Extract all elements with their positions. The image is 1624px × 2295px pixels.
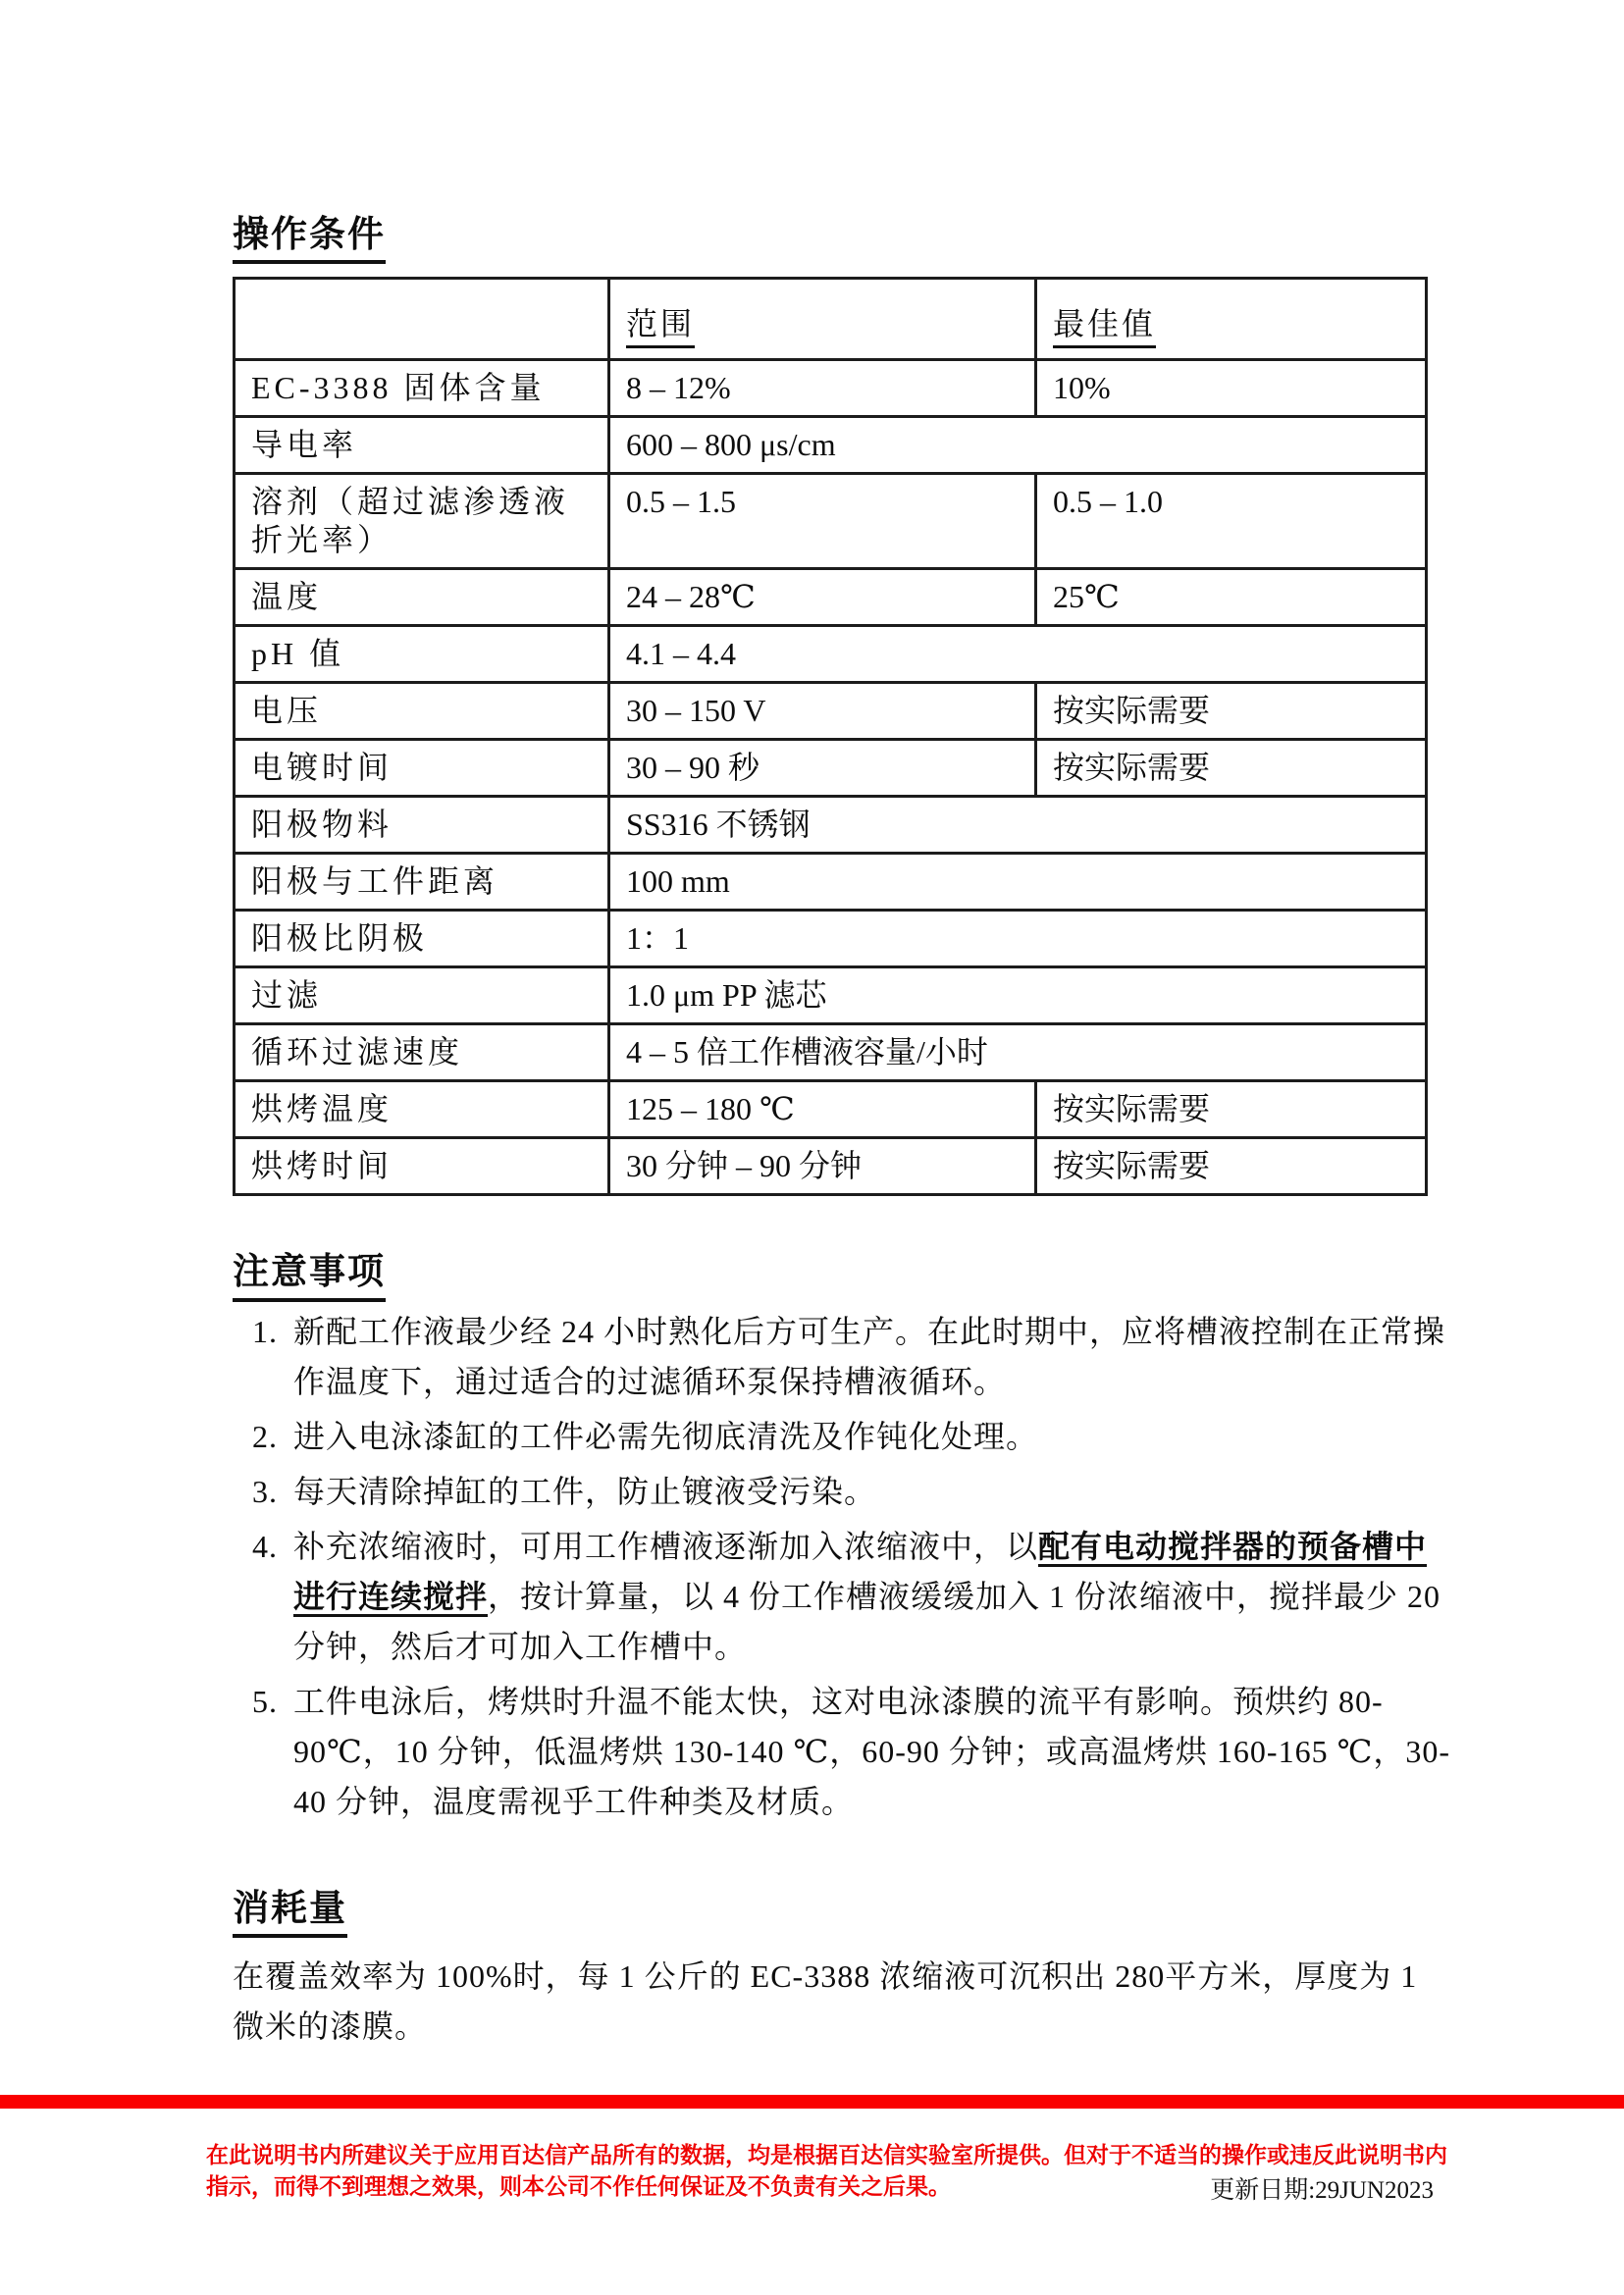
row-label-cell: 阳极比阴极 xyxy=(235,911,609,967)
note-number: 5. xyxy=(252,1683,278,1719)
table-header-row xyxy=(235,279,1427,360)
row-range-cell: 125 – 180 ℃ xyxy=(609,1081,1036,1138)
consumption-text: 在覆盖效率为 100%时，每 1 公斤的 EC-3388 浓缩液可沉积出 280平方米，厚度为 1 微米的漆膜。 xyxy=(233,1958,1418,2045)
table-row xyxy=(235,474,1427,569)
footer-update-date: 更新日期:29JUN2023 xyxy=(1210,2177,1434,2204)
table-row xyxy=(235,360,1427,417)
header-empty-cell xyxy=(235,279,609,360)
row-optimal-cell: 0.5 – 1.0 xyxy=(1036,474,1427,569)
header-optimal-cell: 最佳值 xyxy=(1036,279,1427,360)
row-range-cell: 24 – 28℃ xyxy=(609,569,1036,626)
note-number: 2. xyxy=(252,1418,278,1454)
row-range-cell: 4.1 – 4.4 xyxy=(609,626,1427,683)
note-item xyxy=(233,1677,1457,1827)
operating-conditions-title xyxy=(233,214,1457,264)
row-optimal-cell: 按实际需要 xyxy=(1036,740,1427,797)
header-range-cell: 范围 xyxy=(609,279,1036,360)
note-text-emphasized: 配有电动搅拌器的预备槽中进行连续搅拌 xyxy=(293,1529,1427,1617)
table-row xyxy=(235,967,1427,1024)
notes-title xyxy=(233,1251,1457,1301)
consumption-title xyxy=(233,1888,1457,1938)
note-text-plain: 补充浓缩液时，可用工作槽液逐渐加入浓缩液中，以 xyxy=(293,1528,1039,1564)
row-label-cell: 导电率 xyxy=(235,417,609,474)
row-optimal-cell: 按实际需要 xyxy=(1036,1138,1427,1195)
row-label-cell: 烘烤时间 xyxy=(235,1138,609,1195)
table-row xyxy=(235,911,1427,967)
document-content xyxy=(233,214,1457,2052)
note-number: 3. xyxy=(252,1473,278,1509)
note-item xyxy=(233,1412,1457,1462)
note-text: 新配工作液最少经 24 小时熟化后方可生产。在此时期中，应将槽液控制在正常操作温度下，通过适合的过滤循环泵保持槽液循环。 xyxy=(293,1313,1446,1399)
table-row xyxy=(235,683,1427,740)
operating-conditions-title-text: 操作条件 xyxy=(233,214,386,264)
note-item xyxy=(233,1307,1457,1407)
note-item xyxy=(233,1522,1457,1672)
table-row xyxy=(235,797,1427,854)
row-label-cell: 电镀时间 xyxy=(235,740,609,797)
note-text: 每天清除掉缸的工件，防止镀液受污染。 xyxy=(293,1473,877,1509)
row-range-cell: 8 – 12% xyxy=(609,360,1036,417)
note-text-plain: ，按计算量，以 4 份工作槽液缓缓加入 1 份浓缩液中，搅拌最少 20 分钟，然后才可加入工作槽中。 xyxy=(293,1578,1441,1664)
footer-red-bar xyxy=(0,2095,1624,2109)
note-number: 1. xyxy=(252,1313,278,1349)
row-range-cell: 30 分钟 – 90 分钟 xyxy=(609,1138,1036,1195)
row-range-cell: 600 – 800 μs/cm xyxy=(609,417,1427,474)
row-label-cell: EC-3388 固体含量 xyxy=(235,360,609,417)
row-label-cell: pH 值 xyxy=(235,626,609,683)
row-range-cell: 4 – 5 倍工作槽液容量/小时 xyxy=(609,1024,1427,1081)
row-range-cell: 0.5 – 1.5 xyxy=(609,474,1036,569)
table-row xyxy=(235,1138,1427,1195)
table-row xyxy=(235,1081,1427,1138)
note-text: 进入电泳漆缸的工件必需先彻底清洗及作钝化处理。 xyxy=(293,1418,1039,1454)
row-range-cell: 30 – 90 秒 xyxy=(609,740,1036,797)
consumption-title-text: 消耗量 xyxy=(233,1888,347,1938)
note-text: 工件电泳后，烤烘时升温不能太快，这对电泳漆膜的流平有影响。预烘约 80-90℃，10 分钟，低温烤烘 130-140 ℃，60-90 分钟；或高温烤烘 160-165 ℃，30-40 分钟，温度需视乎工件种类及材质。 xyxy=(293,1683,1451,1819)
note-item xyxy=(233,1467,1457,1517)
row-range-cell: 100 mm xyxy=(609,854,1427,911)
row-optimal-cell: 25℃ xyxy=(1036,569,1427,626)
row-range-cell: 1.0 μm PP 滤芯 xyxy=(609,967,1427,1024)
row-label-cell: 溶剂（超过滤渗透液折光率） xyxy=(235,474,609,569)
row-label-cell: 阳极与工件距离 xyxy=(235,854,609,911)
consumption-section xyxy=(233,1888,1457,2052)
row-label-cell: 过滤 xyxy=(235,967,609,1024)
note-text xyxy=(293,1522,1457,1672)
table-row xyxy=(235,417,1427,474)
table-row xyxy=(235,740,1427,797)
table-row xyxy=(235,569,1427,626)
row-optimal-cell: 按实际需要 xyxy=(1036,683,1427,740)
row-range-cell: 30 – 150 V xyxy=(609,683,1036,740)
row-label-cell: 烘烤温度 xyxy=(235,1081,609,1138)
notes-title-text: 注意事项 xyxy=(233,1251,386,1301)
row-range-cell: 1：1 xyxy=(609,911,1427,967)
notes-list xyxy=(233,1307,1457,1827)
operating-conditions-table xyxy=(233,277,1428,1196)
row-label-cell: 循环过滤速度 xyxy=(235,1024,609,1081)
table-row xyxy=(235,1024,1427,1081)
row-optimal-cell: 按实际需要 xyxy=(1036,1081,1427,1138)
footer-disclaimer: 在此说明书内所建议关于应用百达信产品所有的数据，均是根据百达信实验室所提供。但对于不适当的操作或违反此说明书内指示，而得不到理想之效果，则本公司不作任何保证及不负责有关之后果。 xyxy=(206,2142,1447,2199)
row-range-cell: SS316 不锈钢 xyxy=(609,797,1427,854)
row-optimal-cell: 10% xyxy=(1036,360,1427,417)
table-row xyxy=(235,626,1427,683)
row-label-cell: 电压 xyxy=(235,683,609,740)
row-label-cell: 阳极物料 xyxy=(235,797,609,854)
table-row xyxy=(235,854,1427,911)
row-label-cell: 温度 xyxy=(235,569,609,626)
note-number: 4. xyxy=(252,1528,278,1564)
notes-section xyxy=(233,1251,1457,1826)
